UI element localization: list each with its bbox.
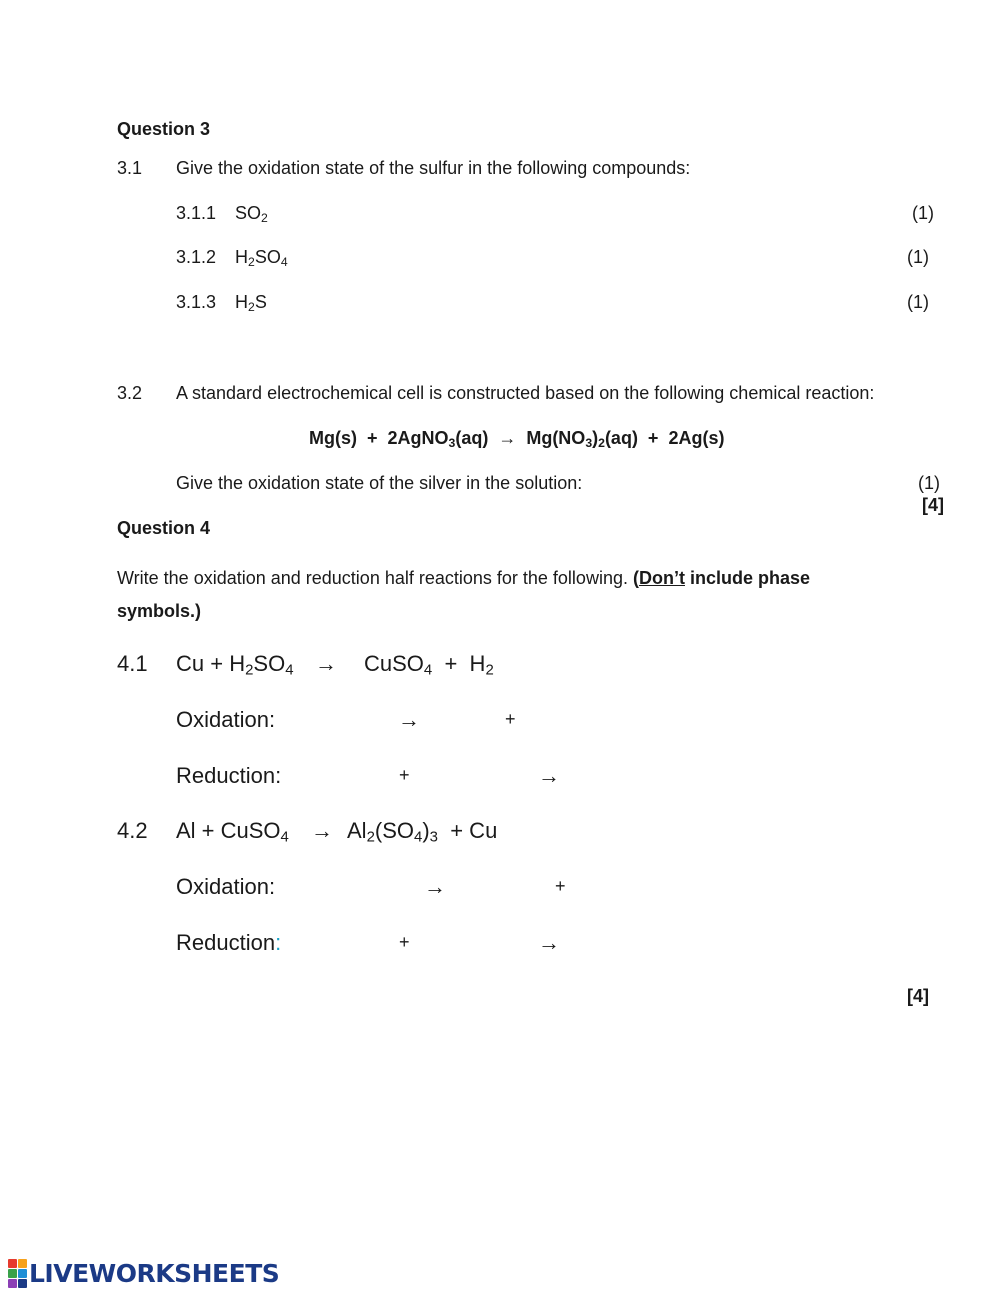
q3-2-text: A standard electrochemical cell is constructed based on the following chemical reaction: <box>176 383 875 403</box>
logo-block <box>8 1259 17 1268</box>
q4-2-oxidation-label: Oxidation: <box>176 874 276 899</box>
q3-1-3-formula: $H_2S$ <box>235 292 267 315</box>
q3-1-1-formula: $SO_2$ <box>235 203 268 226</box>
q4-2-arrow: → <box>311 818 333 843</box>
q4-1-reduction-label: Reduction: <box>176 763 282 788</box>
q4-2-number: 4.2 <box>117 818 148 843</box>
q4-2-reduction-arrow: → <box>538 930 560 955</box>
q3-1-3-marks: (1) <box>907 292 929 312</box>
q4-2-reduction-plus: + <box>399 932 410 952</box>
q4-2-products: $Al_2(SO_4)_3 + Cu$ <box>347 818 498 846</box>
logo-block <box>18 1279 27 1288</box>
q3-2-marks: (1) <box>918 473 940 493</box>
q4-1-reactants: $Cu + H_2SO_4$ <box>176 651 294 679</box>
q3-2-equation: Mg(s) + 2AgNO$_3$(aq) → $Mg(NO_3)_2(aq) + 2Ag(s)$ <box>309 428 725 451</box>
q4-instruction-line2: symbols.) <box>117 601 202 621</box>
question-4-heading: Question 4 <box>117 518 211 538</box>
question-3-heading: Question 3 <box>117 119 211 139</box>
liveworksheets-logo[interactable] <box>8 1258 279 1288</box>
q3-total-marks: [4] <box>922 495 944 515</box>
q4-1-reduction-plus: + <box>399 765 410 785</box>
q4-1-oxidation-plus: + <box>505 709 516 729</box>
q4-2-reduction-label: Reduction: <box>176 930 282 955</box>
q4-2-oxidation-plus: + <box>555 876 566 896</box>
logo-block <box>18 1269 27 1278</box>
q4-total-marks: [4] <box>907 986 929 1006</box>
logo-block <box>8 1269 17 1278</box>
q3-1-1-number: 3.1.1 <box>176 203 217 223</box>
q4-1-number: 4.1 <box>117 651 148 676</box>
q4-1-products: CuSO$_4$ + $H_2$ <box>364 651 494 679</box>
q3-1-text: Give the oxidation state of the sulfur in the following compounds: <box>176 158 691 178</box>
q4-1-arrow: → <box>315 651 337 676</box>
q4-instruction: Write the oxidation and reduction half reactions for the following. (Don’t include phase <box>117 568 811 588</box>
logo-text: LIVEWORKSHEETS <box>29 1258 280 1288</box>
q3-2-question: Give the oxidation state of the silver in the solution: <box>176 473 583 493</box>
logo-blocks-icon <box>8 1259 27 1288</box>
q4-1-oxidation-arrow: → <box>398 707 420 732</box>
q4-1-reduction-arrow: → <box>538 763 560 788</box>
logo-block <box>18 1259 27 1268</box>
q3-1-2-formula: $H_2SO_4$ <box>235 247 288 270</box>
q3-1-number: 3.1 <box>117 158 143 178</box>
q3-1-2-number: 3.1.2 <box>176 247 217 267</box>
logo-block <box>8 1279 17 1288</box>
q4-2-reactants: Al + CuSO$_4$ <box>176 818 289 846</box>
q4-2-oxidation-arrow: → <box>424 874 446 899</box>
q3-2-number: 3.2 <box>117 383 143 403</box>
q4-1-oxidation-label: Oxidation: <box>176 707 276 732</box>
q3-1-3-number: 3.1.3 <box>176 292 217 312</box>
q3-1-1-marks: (1) <box>912 203 934 223</box>
q3-1-2-marks: (1) <box>907 247 929 267</box>
